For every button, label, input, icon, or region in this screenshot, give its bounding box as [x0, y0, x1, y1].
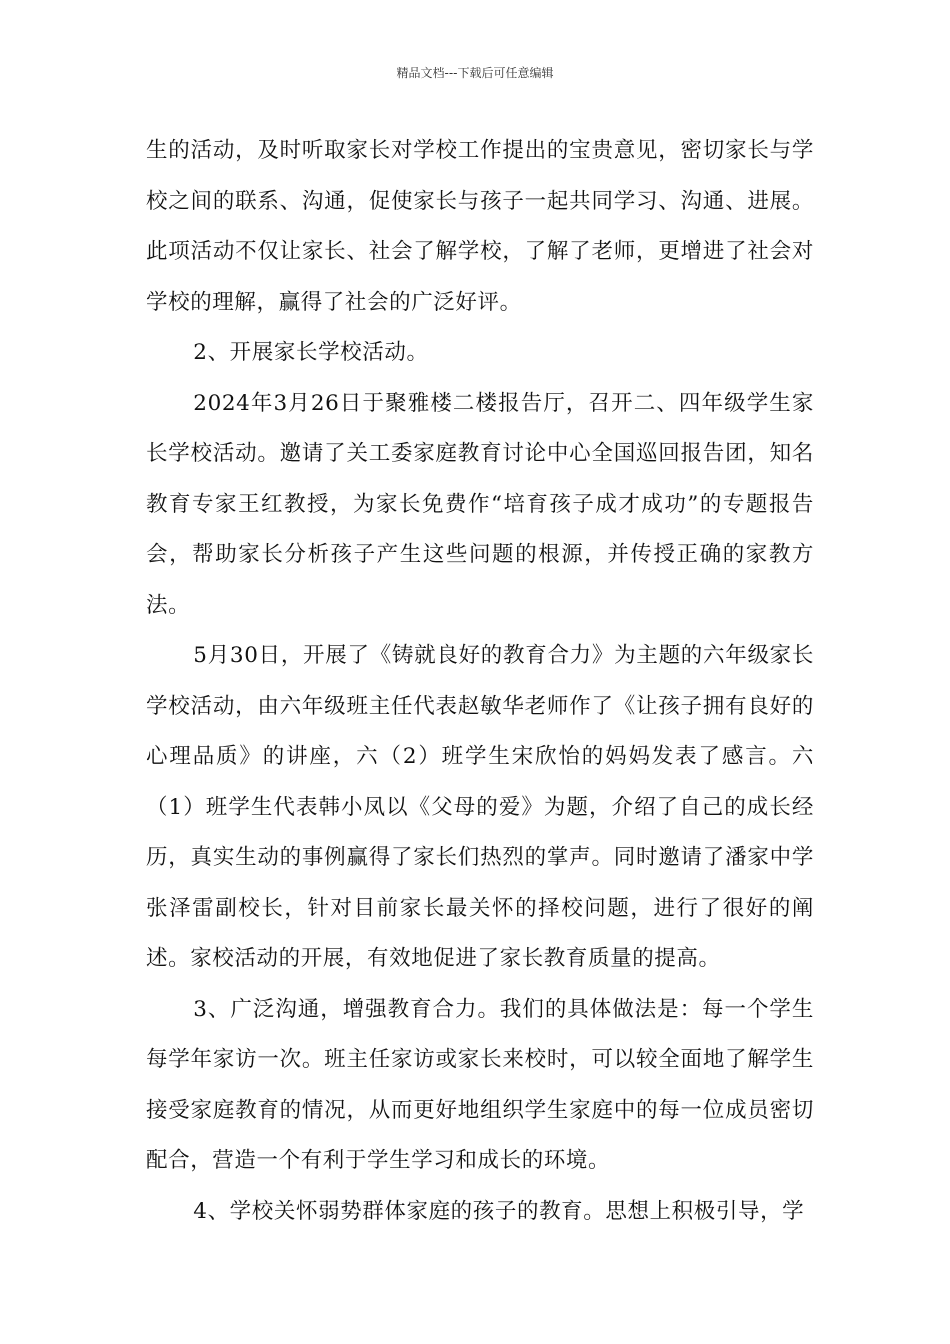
paragraph-communication: 3、广泛沟通，增强教育合力。我们的具体做法是：每一个学生每学年家访一次。班主任家访或家长来校时，可以较全面地了解学生接受家庭教育的情况，从而更好地组织学生家庭中的每一位成员密切配合，营造一个有利于学生学习和成长的环境。 — [146, 996, 814, 1173]
paragraph-continuation: 生的活动，及时听取家长对学校工作提出的宝贵意见，密切家长与学校之间的联系、沟通，促使家长与孩子一起共同学习、沟通、进展。此项活动不仅让家长、社会了解学校，了解了老师，更增进了社会对学校的理解，赢得了社会的广泛好评。 — [146, 138, 814, 315]
paragraph-may-event: 5月30日，开展了《铸就良好的教育合力》为主题的六年级家长学校活动，由六年级班主任代表赵敏华老师作了《让孩子拥有良好的心理品质》的讲座，六（2）班学生宋欣怡的妈妈发表了感言。六（1）班学生代表韩小凤以《父母的爱》为题，介绍了自己的成长经历，真实生动的事例赢得了家长们热烈的掌声。同时邀请了潘家中学张泽雷副校长，针对目前家长最关怀的择校问题，进行了很好的阐述。家校活动的开展，有效地促进了家长教育质量的提高。 — [146, 643, 814, 971]
page-header: 精品文档---下载后可任意编辑 — [396, 66, 554, 80]
paragraph-march-event: 2024年3月26日于聚雅楼二楼报告厅，召开二、四年级学生家长学校活动。邀请了关工委家庭教育讨论中心全国巡回报告团，知名教育专家王红教授，为家长免费作“培育孩子成才成功”的专题报告会，帮助家长分析孩子产生这些问题的根源，并传授正确的家教方法。 — [146, 390, 814, 618]
section-heading-parent-school: 2、开展家长学校活动。 — [193, 340, 429, 365]
document-body — [146, 126, 814, 1237]
paragraph-vulnerable-families: 4、学校关怀弱势群体家庭的孩子的教育。思想上积极引导，学 — [193, 1198, 805, 1224]
